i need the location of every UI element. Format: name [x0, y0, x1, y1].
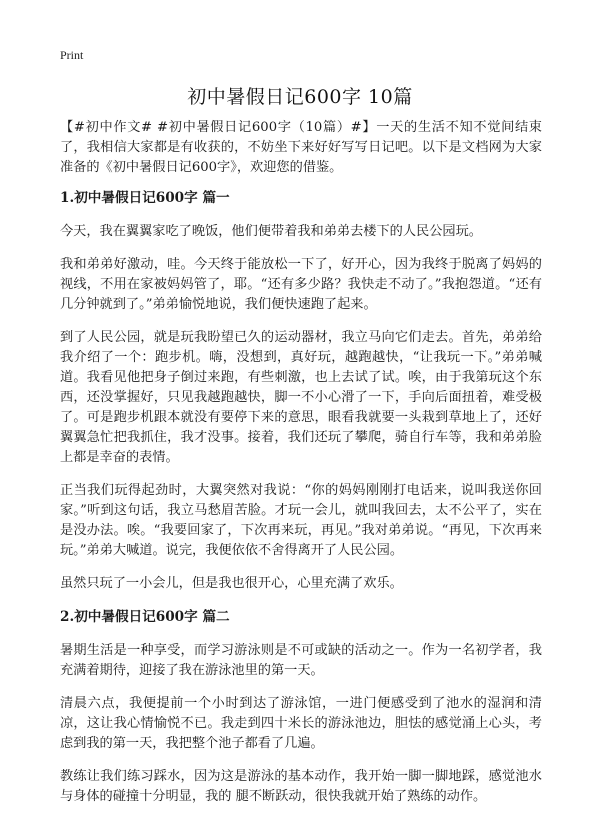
paragraph: 虽然只玩了一小会儿，但是我也很开心，心里充满了欢乐。	[60, 576, 403, 591]
paragraph: 到了人民公园，就是玩我盼望已久的运动器材，我立马向它们走去。首先，弟弟给我介绍了一个：跑步机。嗨，没想到，真好玩，越跑越快，“让我玩一下。”弟弟喊道。我看见他把身子倒过来跑，有些刺激，也上去试了试。唉，由于我第玩这个东西，还没掌握好，只见我越跑越快，脚一不小心滑了一下，手向后面扭着，难受极了。可是跑步机跟本就没有要停下来的意思，眼看我就要一头栽到草地上了，还好翼翼急忙把我抓住，我才没事。接着，我们还玩了攀爬，骑自行车等，我和弟弟脸上都是幸奋的表情。	[60, 330, 542, 465]
paragraph: 今天，我在翼翼家吃了晚饭，他们便带着我和弟弟去楼下的人民公园玩。	[60, 224, 482, 239]
paragraph: 暑期生活是一种享受，而学习游泳则是不可或缺的活动之一。作为一名初学者，我充满着期待，迎接了我在游泳池里的第一天。	[60, 643, 542, 678]
section-heading: 1.初中暑假日记600字 篇一	[60, 190, 230, 206]
article-body	[60, 118, 542, 820]
paragraph: 正当我们玩得起劲时，大翼突然对我说：“你的妈妈刚刚打电话来，说叫我送你回家。”听到这句话，我立马愁眉苦脸。才玩一会儿，就叫我回去，太不公平了，实在是没办法。唉。“我要回家了，下次再来玩，再见。”我对弟弟说。“再见，下次再来玩。”弟弟大喊道。说完，我便依依不舍得离开了人民公园。	[60, 483, 542, 558]
paragraph: 教练让我们练习踩水，因为这是游泳的基本动作，我开始一脚一脚地踩，感觉池水与身体的碰撞十分明显，我的 腿不断跃动，很快我就开始了熟练的动作。	[60, 769, 542, 804]
section-heading: 2.初中暑假日记600字 篇二	[60, 609, 230, 625]
page-title: 初中暑假日记600字 10篇	[187, 86, 413, 108]
paragraph: 我和弟弟好激动，哇。今天终于能放松一下了，好开心，因为我终于脱离了妈妈的视线，不用在家被妈妈管了，耶。“还有多少路？我快走不动了。”我抱怨道。“还有几分钟就到了。”弟弟愉悦地说，我们便快速跑了起来。	[60, 257, 542, 312]
paragraph: 清晨六点，我便提前一个小时到达了游泳馆，一进门便感受到了池水的湿润和清凉，这让我心情愉悦不已。我走到四十米长的游泳池边，胆怯的感觉涌上心头，考虑到我的第一天，我把整个池子都看了几遍。	[60, 696, 542, 751]
intro-paragraph: 【#初中作文# #初中暑假日记600字（10篇）#】一天的生活不知不觉间结束了，我相信大家都是有收获的，不妨坐下来好好写写日记吧。以下是文档网为大家准备的《初中暑假日记600字》，欢迎您的借鉴。	[60, 120, 542, 175]
print-link[interactable]: Print	[60, 48, 84, 62]
